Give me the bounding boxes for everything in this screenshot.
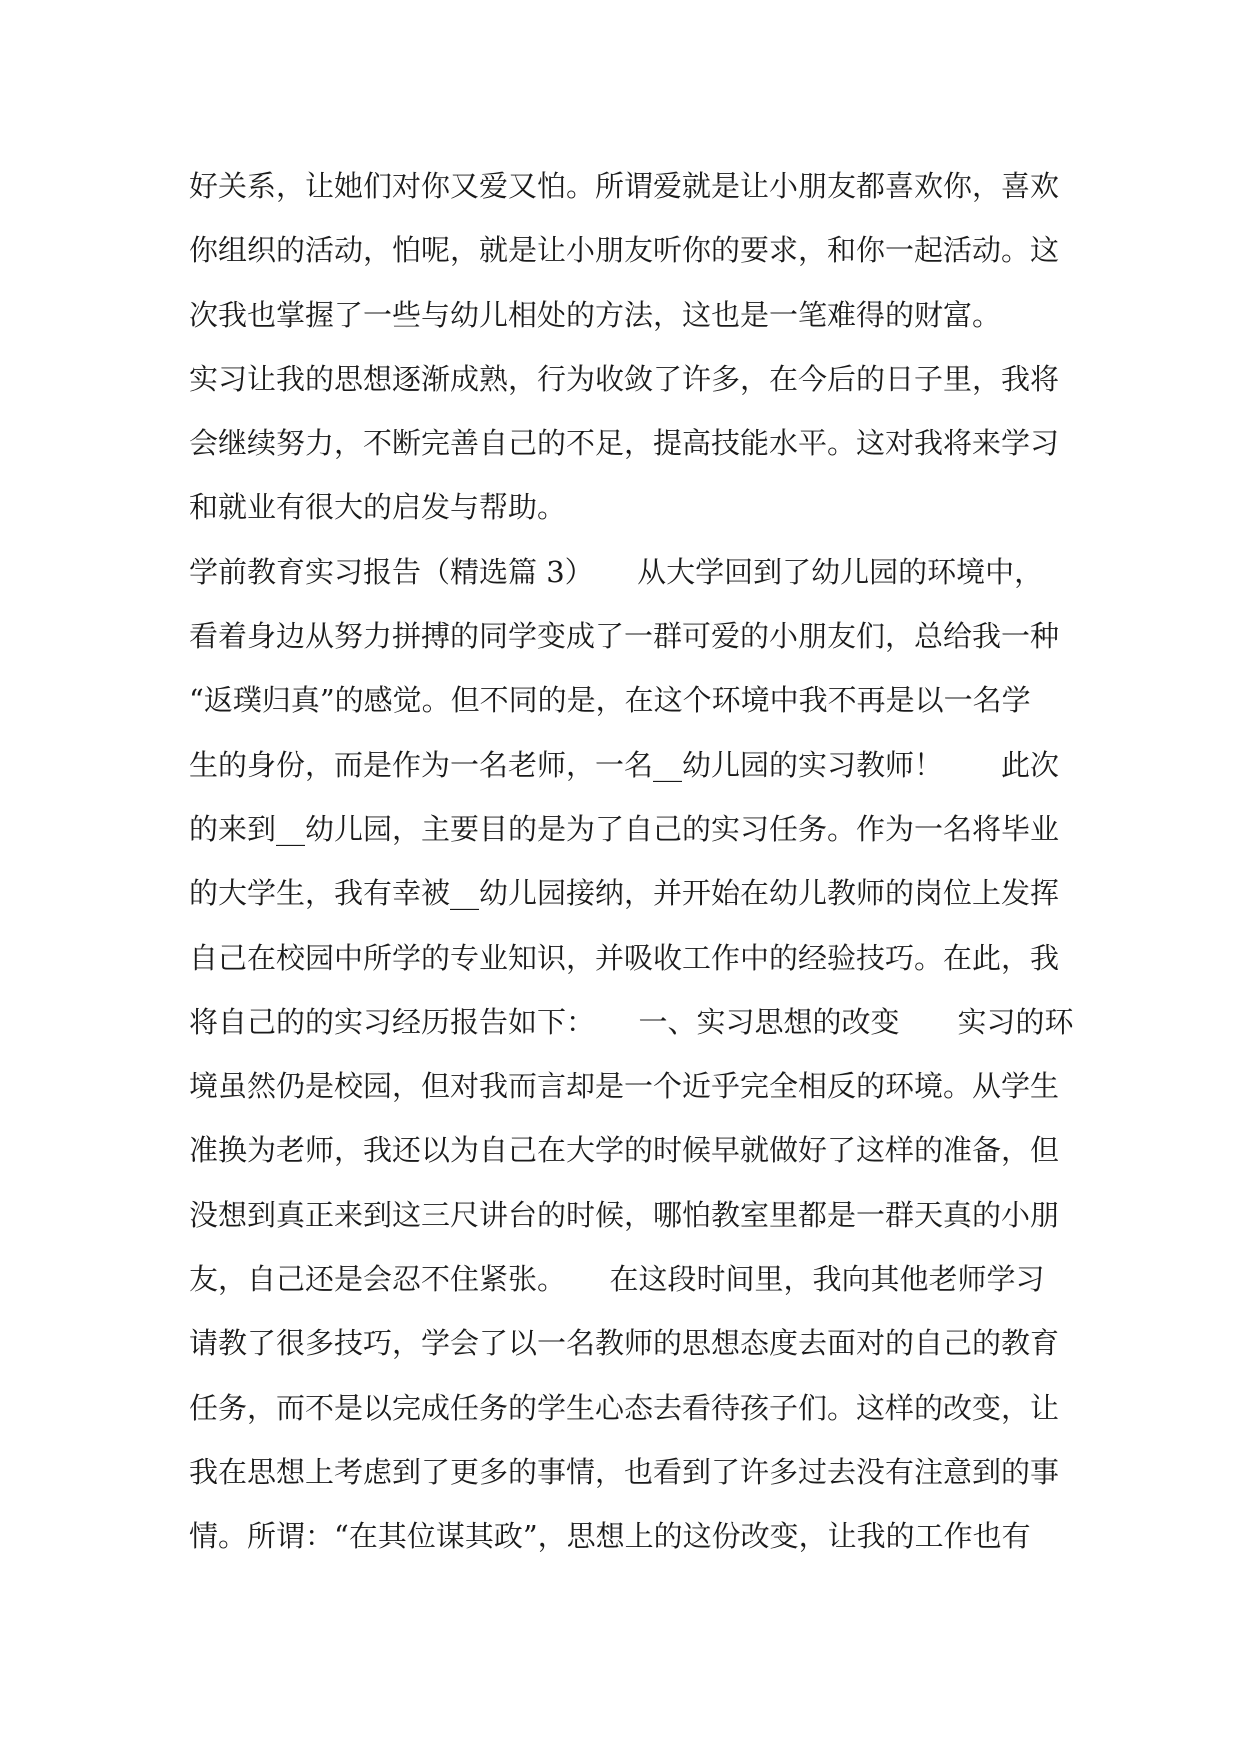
text-line: 生的身份，而是作为一名老师，一名__幼儿园的实习教师！ 此次 <box>189 747 1060 782</box>
text-line: 请教了很多技巧，学会了以一名教师的思想态度去面对的自己的教育 <box>189 1326 1060 1361</box>
text-line: 自己在校园中所学的专业知识，并吸收工作中的经验技巧。在此，我 <box>189 940 1060 975</box>
text-line: 看着身边从努力拼搏的同学变成了一群可爱的小朋友们，总给我一种 <box>189 619 1060 654</box>
text-line: 实习让我的思想逐渐成熟，行为收敛了许多，在今后的日子里，我将 <box>189 361 1060 396</box>
text-line: 准换为老师，我还以为自己在大学的时候早就做好了这样的准备，但 <box>189 1133 1060 1168</box>
text-line: 好关系，让她们对你又爱又怕。所谓爱就是让小朋友都喜欢你，喜欢 <box>189 169 1060 203</box>
text-line: 和就业有很大的启发与帮助。 <box>189 490 567 525</box>
text-line: 我在思想上考虑到了更多的事情，也看到了许多过去没有注意到的事 <box>189 1454 1060 1489</box>
text-line: “返璞归真”的感觉。但不同的是，在这个环境中我不再是以一名学 <box>189 683 1031 718</box>
text-line: 会继续努力，不断完善自己的不足，提高技能水平。这对我将来学习 <box>189 426 1060 461</box>
text-line: 的来到__幼儿园，主要目的是为了自己的实习任务。作为一名将毕业 <box>189 811 1060 846</box>
text-line: 将自己的的实习经历报告如下： 一、实习思想的改变 实习的环 <box>189 1004 1074 1039</box>
text-line: 没想到真正来到这三尺讲台的时候，哪怕教室里都是一群天真的小朋 <box>189 1197 1060 1232</box>
text-line: 的大学生，我有幸被__幼儿园接纳，并开始在幼儿教师的岗位上发挥 <box>189 876 1060 911</box>
body-text <box>189 154 1074 1569</box>
text-line: 友，自己还是会忍不住紧张。 在这段时间里，我向其他老师学习 <box>189 1262 1045 1297</box>
text-line: 次我也掌握了一些与幼儿相处的方法，这也是一笔难得的财富。 <box>189 297 1002 332</box>
text-line: 你组织的活动，怕呢，就是让小朋友听你的要求，和你一起活动。这 <box>189 233 1060 268</box>
text-line: 境虽然仍是校园，但对我而言却是一个近乎完全相反的环境。从学生 <box>189 1069 1060 1104</box>
text-line: 任务，而不是以完成任务的学生心态去看待孩子们。这样的改变，让 <box>189 1390 1060 1425</box>
text-line: 学前教育实习报告（精选篇 3） 从大学回到了幼儿园的环境中， <box>189 554 1044 589</box>
text-line: 情。所谓：“在其位谋其政”，思想上的这份改变，让我的工作也有 <box>189 1519 1031 1554</box>
